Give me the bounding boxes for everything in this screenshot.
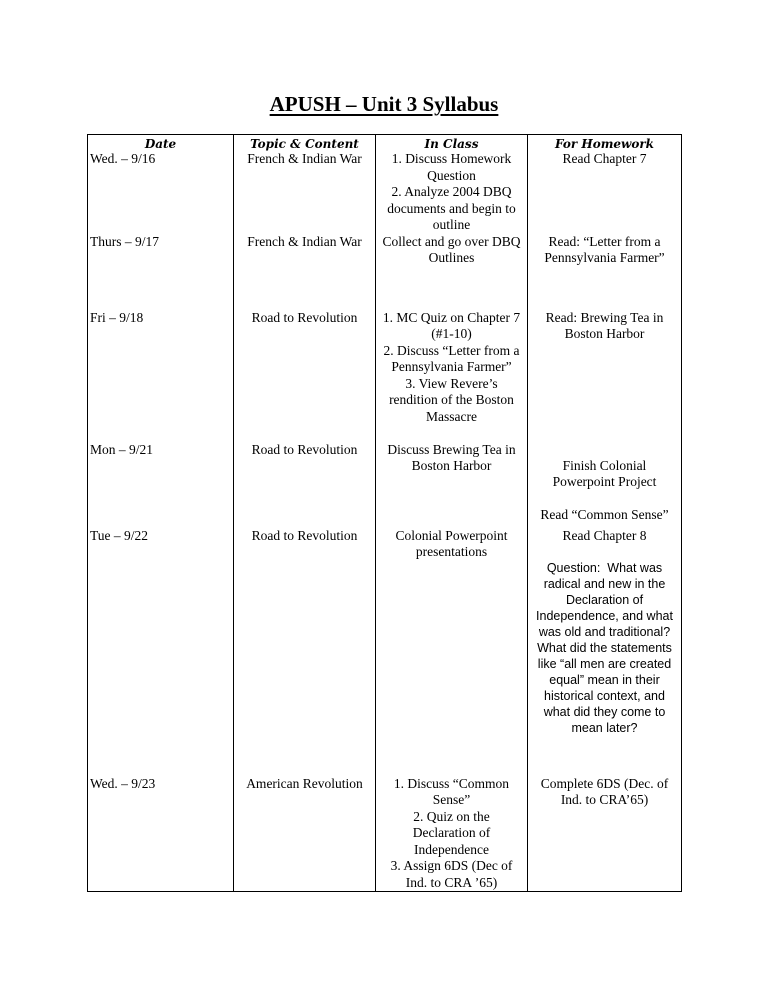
table-row [88, 442, 682, 528]
row-date: Thurs – 9/17 [88, 234, 234, 310]
row-homework [528, 442, 682, 528]
in-class-item: 2. Discuss “Letter from a Pennsylvania Farmer” [383, 342, 520, 374]
row-topic: American Revolution [234, 776, 376, 892]
row-date: Wed. – 9/16 [88, 151, 234, 234]
table-row [88, 234, 682, 310]
row-topic: French & Indian War [234, 234, 376, 310]
row-homework [528, 234, 682, 310]
header-in-class: In Class [376, 135, 528, 152]
homework-item: Finish Colonial Powerpoint Project [552, 457, 657, 489]
in-class-item: 2. Analyze 2004 DBQ documents and begin to outline [387, 184, 516, 232]
in-class-item: 3. Assign 6DS (Dec of Ind. to CRA ’65) [390, 858, 513, 890]
row-topic: French & Indian War [234, 151, 376, 234]
header-row [88, 135, 682, 152]
row-topic: Road to Revolution [234, 528, 376, 776]
table-row [88, 776, 682, 892]
question-text: What was radical and new in the Declaration of Independence, and what was old and traditional? What did the statements like “all men are created equal” mean in their historical context, and what did they come to mean later? [536, 561, 673, 735]
row-homework [528, 776, 682, 892]
in-class-item: 1. Discuss Homework Question [391, 151, 512, 183]
row-in-class [376, 151, 528, 234]
in-class-item: 1. MC Quiz on Chapter 7 (#1-10) [382, 309, 521, 341]
document-title: APUSH – Unit 3 Syllabus [269, 92, 499, 116]
in-class-item: Discuss Brewing Tea in Boston Harbor [387, 441, 516, 473]
row-homework [528, 528, 682, 776]
header-date: Date [88, 135, 234, 152]
in-class-item: Colonial Powerpoint presentations [395, 527, 508, 559]
row-in-class [376, 442, 528, 528]
homework-item: Read Chapter 7 [562, 151, 647, 166]
row-homework [528, 151, 682, 234]
syllabus-table [87, 134, 682, 892]
header-topic: Topic & Content [234, 135, 376, 152]
row-date: Wed. – 9/23 [88, 776, 234, 892]
table-row [88, 310, 682, 442]
homework-item: Read “Common Sense” [540, 506, 669, 522]
in-class-item: 2. Quiz on the Declaration of Independence [412, 808, 491, 857]
row-date: Mon – 9/21 [88, 442, 234, 528]
homework-item: Read: “Letter from a Pennsylvania Farmer” [544, 233, 665, 265]
row-topic: Road to Revolution [234, 442, 376, 528]
row-homework [528, 310, 682, 442]
homework-item: Complete 6DS (Dec. of Ind. to CRA’65) [540, 775, 669, 807]
row-in-class [376, 310, 528, 442]
in-class-item: Collect and go over DBQ Outlines [382, 233, 521, 265]
table-row [88, 528, 682, 776]
row-date: Tue – 9/22 [88, 528, 234, 776]
homework-item: Read: Brewing Tea in Boston Harbor [545, 309, 664, 341]
header-homework: For Homework [528, 135, 682, 152]
row-in-class [376, 776, 528, 892]
homework-item: Read Chapter 8 [562, 527, 647, 543]
row-in-class [376, 234, 528, 310]
in-class-item: 3. View Revere’s rendition of the Boston Massacre [389, 375, 514, 424]
table-row [88, 151, 682, 234]
row-date: Fri – 9/18 [88, 310, 234, 442]
in-class-item: 1. Discuss “Common Sense” [393, 775, 510, 807]
question-label: Question: [546, 561, 601, 575]
row-topic: Road to Revolution [234, 310, 376, 442]
row-in-class [376, 528, 528, 776]
homework-question [534, 560, 675, 736]
